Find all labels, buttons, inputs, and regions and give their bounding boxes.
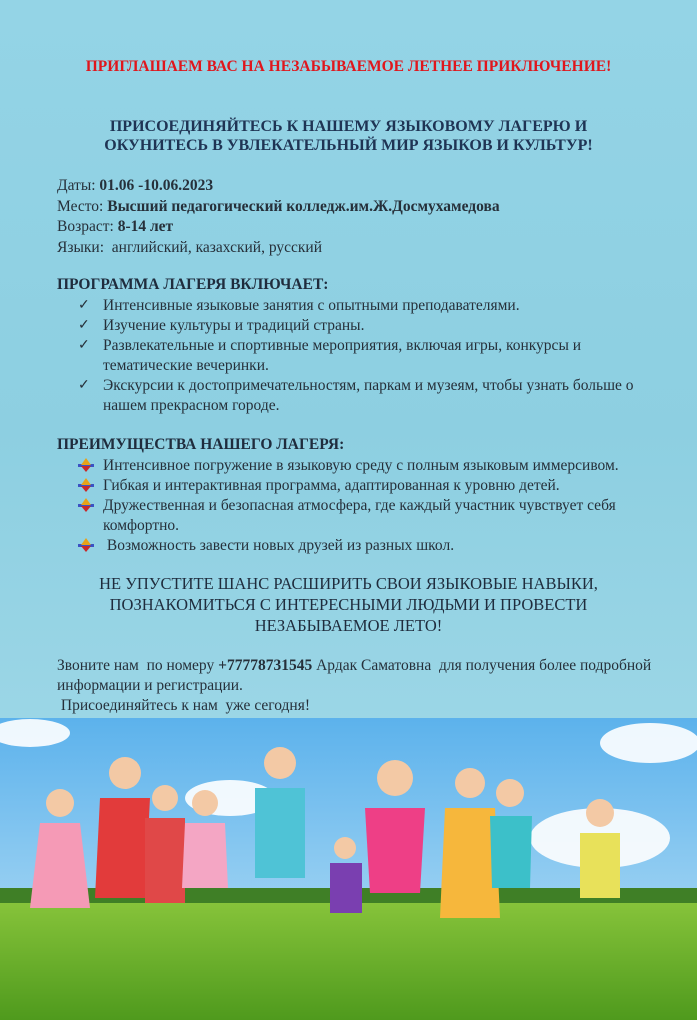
dates-value: 01.06 -10.06.2023 — [99, 177, 214, 194]
arrow-bullet-icon — [78, 478, 94, 492]
advantage-item-text: Интенсивное погружение в языковую среду с полным языковым иммерсивом. — [103, 457, 619, 474]
age-value: 8-14 лет — [117, 218, 174, 235]
checkmark-icon: ✓ — [78, 318, 90, 333]
program-item-text: Экскурсии к достопримечательностям, паркам и музеям, чтобы узнать больше о нашем прекрасном городе. — [103, 377, 634, 414]
advantages-title: ПРЕИМУЩЕСТВА НАШЕГО ЛАГЕРЯ: — [57, 436, 345, 453]
arrow-bullet-icon — [78, 458, 94, 472]
arrow-bullet-icon — [78, 498, 94, 512]
place-value: Высший педагогический колледж.им.Ж.Досмухамедова — [107, 197, 500, 215]
languages-label: Языки: — [57, 238, 105, 256]
headline-invitation: ПРИГЛАШАЕМ ВАС НА НЕЗАБЫВАЕМОЕ ЛЕТНЕЕ ПРИКЛЮЧЕНИЕ! — [85, 58, 612, 75]
program-item-text: Интенсивные языковые занятия с опытными преподавателями. — [103, 297, 520, 314]
list-item — [78, 316, 638, 336]
contact-prefix: Звоните нам по номеру — [57, 657, 219, 674]
age-line — [57, 217, 500, 238]
advantages-list — [78, 456, 638, 556]
languages-value: английский, казахский, русский — [104, 238, 322, 256]
dates-label: Даты: — [57, 177, 100, 194]
program-list — [78, 296, 638, 416]
checkmark-icon: ✓ — [78, 338, 90, 353]
checkmark-icon: ✓ — [78, 378, 90, 393]
headline-join: ПРИСОЕДИНЯЙТЕСЬ К НАШЕМУ ЯЗЫКОВОМУ ЛАГЕРЮ И ОКУНИТЕСЬ В УВЛЕКАТЕЛЬНЫЙ МИР ЯЗЫКОВ И КУЛЬТУР! — [104, 118, 593, 154]
list-item — [78, 296, 638, 316]
advantage-item-text: Гибкая и интерактивная программа, адаптированная к уровню детей. — [103, 477, 560, 494]
dates-line — [57, 176, 500, 197]
contact-suffix: Ардак Саматовна для получения более подробной информации и регистрации. — [57, 657, 656, 694]
children-running-photo — [0, 718, 697, 1020]
program-item-text: Развлекательные и спортивные мероприятия, включая игры, конкурсы и тематические вечеринки. — [103, 337, 582, 374]
languages-line — [57, 238, 500, 259]
arrow-bullet-icon — [78, 538, 94, 552]
age-label: Возраст: — [57, 218, 118, 235]
program-title: ПРОГРАММА ЛАГЕРЯ ВКЛЮЧАЕТ: — [57, 276, 329, 293]
list-item — [78, 536, 638, 556]
list-item — [78, 496, 638, 536]
phone-number: +77778731545 — [218, 657, 313, 674]
program-item-text: Изучение культуры и традиций страны. — [103, 317, 365, 334]
place-label: Место: — [57, 197, 108, 215]
contact-info — [57, 656, 657, 716]
join-line: Присоединяйтесь к нам уже сегодня! — [57, 697, 311, 714]
advantage-item-text: Возможность завести новых друзей из разных школ. — [103, 537, 455, 554]
call-to-action: НЕ УПУСТИТЕ ШАНС РАСШИРИТЬ СВОИ ЯЗЫКОВЫЕ НАВЫКИ, ПОЗНАКОМИТЬСЯ С ИНТЕРЕСНЫМИ ЛЮДЬМИ И ПРОВЕСТИ НЕЗАБЫВАЕМОЕ ЛЕТО! — [99, 574, 598, 635]
list-item — [78, 456, 638, 476]
list-item — [78, 336, 638, 376]
place-line — [57, 197, 500, 218]
checkmark-icon: ✓ — [78, 298, 90, 313]
list-item — [78, 476, 638, 496]
list-item — [78, 376, 638, 416]
advantage-item-text: Дружественная и безопасная атмосфера, где каждый участник чувствует себя комфортно. — [103, 497, 616, 534]
camp-info — [57, 176, 500, 258]
